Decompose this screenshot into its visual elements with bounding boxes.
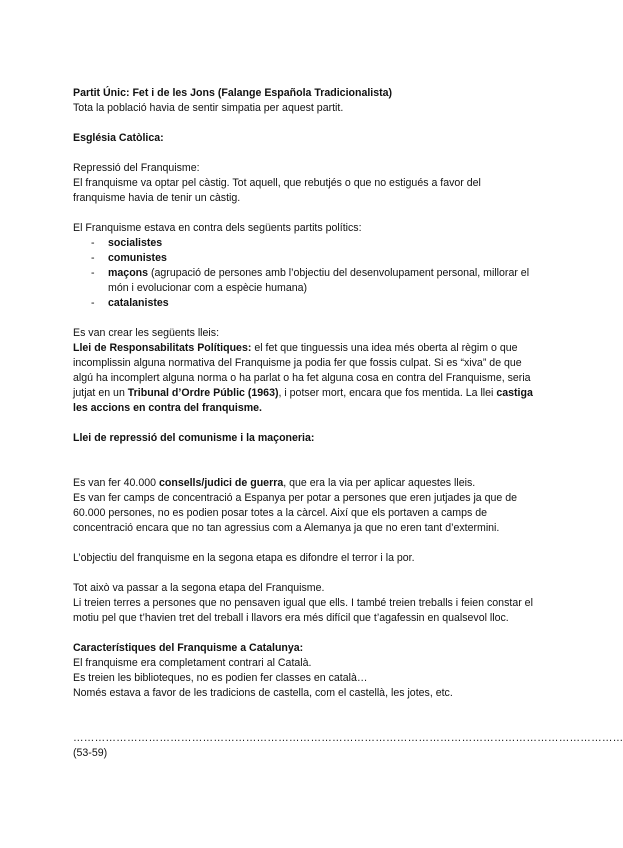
repressio-text: El franquisme va optar pel càstig. Tot aquell, que rebutjés o que no estigués a favor del franquisme havia de tenir un càstig.	[73, 177, 481, 204]
section-title-llei-repressio: Llei de repressió del comunisme i la maçoneria:	[73, 432, 315, 444]
llei-responsabilitats-paragraph: Llei de Responsabilitats Polítiques: el fet que tinguessis una idea més oberta al règim o que incomplissin alguna normativa del Franquisme ja podia fer que fossis culpat. Si es “xiva” de que algú ha incomplert alguna norma o ha parlat o ha fet alguna cosa en contra del Franquisme, seria jutjat en un Tribunal d’Ordre Públic (1963), i potser mort, encara que fos mentida. La llei castiga les accions en contra del franquisme.	[73, 342, 533, 414]
consells-term: consells/judici de guerra	[158, 477, 284, 489]
partit-unic-text: Tota la població havia de sentir simpatia per aquest partit.	[73, 102, 344, 114]
list-item: - socialistes	[73, 236, 533, 251]
partits-list	[73, 236, 533, 311]
list-item: - comunistes	[73, 251, 533, 266]
lleis-intro: Es van crear les següents lleis:	[73, 327, 220, 339]
dotted-separator: ………………………………………………………………………………………………………………………………………	[73, 732, 623, 744]
catalunya-line-1: El franquisme era completament contrari al Català.	[73, 657, 312, 669]
catalunya-line-2: Es treien les biblioteques, no es podien fer classes en català…	[73, 672, 368, 684]
repressio-heading: Repressió del Franquisme:	[73, 162, 200, 174]
section-title-catalunya: Característiques del Franquisme a Catalunya:	[73, 642, 304, 654]
camps-paragraph: Es van fer camps de concentració a Espanya per potar a persones que eren jutjades ja que de 60.000 persones, no es podien posar totes a la càrcel. Així que els portaven a camps de concentració encara que no tan agressius com a Alemanya ja que no eren tant d’extermini.	[73, 492, 518, 534]
tribunal-term: Tribunal d’Ordre Públic (1963)	[127, 387, 279, 399]
section-title-esglesia: Església Catòlica:	[73, 132, 164, 144]
objectiu-paragraph: L’objectiu del franquisme en la segona etapa es difondre el terror i la por.	[73, 552, 415, 564]
list-item: - maçons (agrupació de persones amb l’objectiu del desenvolupament personal, millorar el món i evolucionar com a espècie humana)	[73, 266, 533, 296]
page-range: (53-59)	[73, 747, 108, 759]
section-title-partit-unic: Partit Únic: Fet i de les Jons (Falange Española Tradicionalista)	[73, 87, 393, 99]
castiga-term: castiga les accions en contra del franquisme.	[73, 387, 533, 414]
consells-paragraph: Es van fer 40.000 consells/judici de guerra, que era la via per aplicar aquestes lleis.	[73, 477, 476, 489]
document-content	[73, 86, 623, 761]
list-item: - catalanistes	[73, 296, 533, 311]
partits-intro: El Franquisme estava en contra dels següents partits polítics:	[73, 222, 362, 234]
segona-etapa-line: Tot això va passar a la segona etapa del Franquisme.	[73, 582, 325, 594]
llei-responsabilitats-title: Llei de Responsabilitats Polítiques:	[73, 342, 252, 354]
terres-paragraph: Li treien terres a persones que no pensaven igual que ells. I també treien treballs i feien constar el motiu pel que t’havien tret del treball i llavors era més difícil que t’agafessin en qualsevol lloc.	[73, 597, 533, 624]
catalunya-line-3: Només estava a favor de les tradicions de castella, com el castellà, les jotes, etc.	[73, 687, 453, 699]
